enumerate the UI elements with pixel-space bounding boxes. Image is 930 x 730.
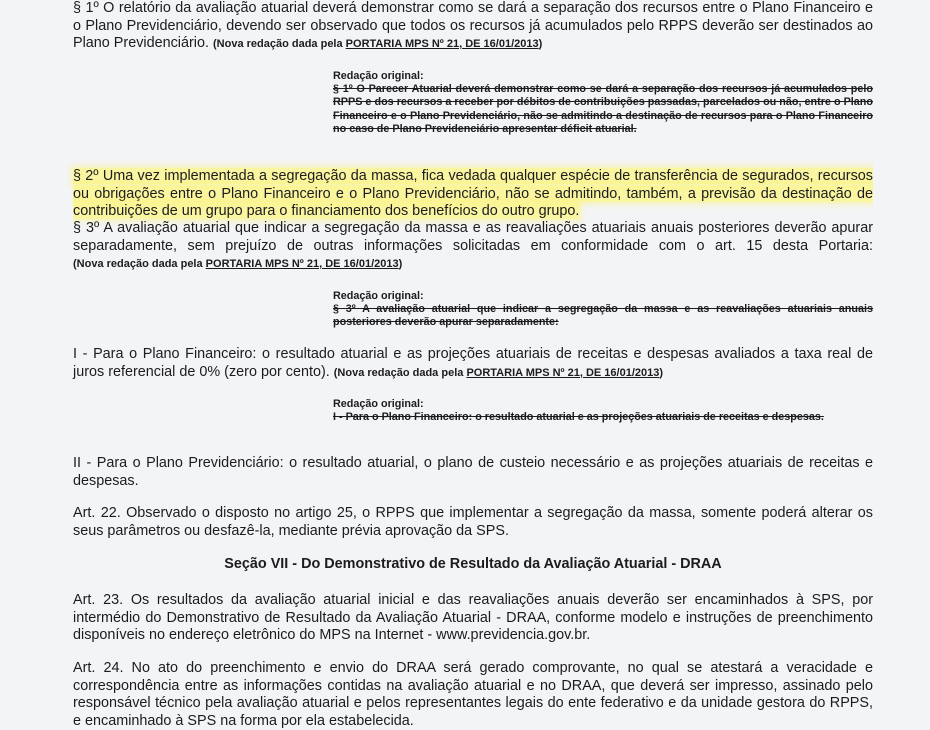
- original-wording-label: Redação original:: [333, 398, 424, 410]
- original-wording-3: [333, 290, 873, 330]
- article-24-text: Art. 24. No ato do preenchimento e envio do DRAA será gerado comprovante, no qual se atestará a veracidade e correspondência entre as informações contidas na avaliação atuarial e no DRAA, que deverá ser impresso, assinado pelo responsável técnico pela avaliação atuarial e pelos representantes legais do ente federativo e da unidade gestora do RPPS, e encaminhado à SPS na forma por ela estabelecida.: [73, 660, 873, 729]
- article-23: [73, 592, 873, 645]
- paragraph-3: [73, 220, 873, 274]
- original-wording-item-1: [333, 398, 873, 424]
- original-wording-text: I - Para o Plano Financeiro: o resultado atuarial e as projeções atuariais de receitas e despesas.: [333, 411, 824, 424]
- portaria-link[interactable]: PORTARIA MPS Nº 21, DE 16/01/2013: [205, 258, 399, 270]
- amendment-note: (Nova redação dada pela PORTARIA MPS Nº 21, DE 16/01/2013): [333, 366, 664, 379]
- item-1: [73, 346, 873, 382]
- article-23-text: Art. 23. Os resultados da avaliação atuarial inicial e das reavaliações anuais deverão ser encaminhados à SPS, por intermédio do Demonstrativo de Resultado da Avaliação Atuarial - DRAA, conforme modelo e instruções de preenchimento disponíveis no endereço eletrônico do MPS na Internet - www.previdencia.gov.br.: [73, 592, 873, 643]
- paragraph-2: [73, 168, 873, 221]
- portaria-link[interactable]: PORTARIA MPS Nº 21, DE 16/01/2013: [345, 38, 539, 50]
- amendment-note: (Nova redação dada pela PORTARIA MPS Nº 21, DE 16/01/2013): [73, 258, 403, 270]
- original-wording-label: Redação original:: [333, 290, 424, 302]
- original-wording-1: [333, 70, 873, 136]
- paragraph-1: [73, 0, 873, 54]
- section-heading: Seção VII - Do Demonstrativo de Resultado da Avaliação Atuarial - DRAA: [224, 556, 722, 572]
- item-2: [73, 455, 873, 490]
- item-1-text: I - Para o Plano Financeiro: o resultado atuarial e as projeções atuariais de receitas e despesas avaliados a taxa real de juros referencial de 0% (zero por cento).: [73, 346, 873, 380]
- portaria-link[interactable]: PORTARIA MPS Nº 21, DE 16/01/2013: [466, 366, 660, 379]
- article-22-text: Art. 22. Observado o disposto no artigo 25, o RPPS que implementar a segregação da massa, somente poderá alterar os seus parâmetros ou desfazê-la, mediante prévia aprovação da SPS.: [73, 505, 873, 539]
- amendment-note: (Nova redação dada pela PORTARIA MPS Nº 21, DE 16/01/2013): [213, 38, 543, 50]
- highlighted-text: § 2º Uma vez implementada a segregação da massa, fica vedada qualquer espécie de transferência de segurados, recursos ou obrigações entre o Plano Financeiro e o Plano Previdenciário, não se admitindo, também, a previsão da destinação de contribuições de um grupo para o financiamento dos benefícios do outro grupo.: [73, 168, 873, 219]
- article-22: [73, 505, 873, 540]
- paragraph-1-text: § 1º O relatório da avaliação atuarial deverá demonstrar como se dará a separação dos recursos entre o Plano Financeiro e o Plano Previdenciário, devendo ser observado que todos os recursos já acumulados pelo RPPS deverão ser destinados ao Plano Previdenciário.: [73, 0, 873, 51]
- item-2-text: II - Para o Plano Previdenciário: o resultado atuarial, o plano de custeio necessário e as projeções atuariais de receitas e despesas.: [73, 455, 873, 489]
- original-wording-text: § 1º O Parecer Atuarial deverá demonstrar como se dará a separação dos recursos já acumulados pelo RPPS e dos recursos a receber por débitos de contribuições passadas, parcelados ou não, entre o Plano Financeiro e o Plano Previdenciário, não se admitindo a destinação de recursos para o Plano Financeiro no caso de Plano Previdenciário apresentar déficit atuarial.: [333, 83, 873, 135]
- paragraph-3-text: § 3º A avaliação atuarial que indicar a segregação da massa e as reavaliações atuariais anuais posteriores deverão apurar separadamente, sem prejuízo de outras informações solicitadas em conformidade com o art. 15 desta Portaria:: [73, 220, 873, 254]
- original-wording-label: Redação original:: [333, 70, 424, 82]
- original-wording-text: § 3º A avaliação atuarial que indicar a segregação da massa e as reavaliações atuariais anuais posteriores deverão apurar separadamente:: [333, 303, 873, 329]
